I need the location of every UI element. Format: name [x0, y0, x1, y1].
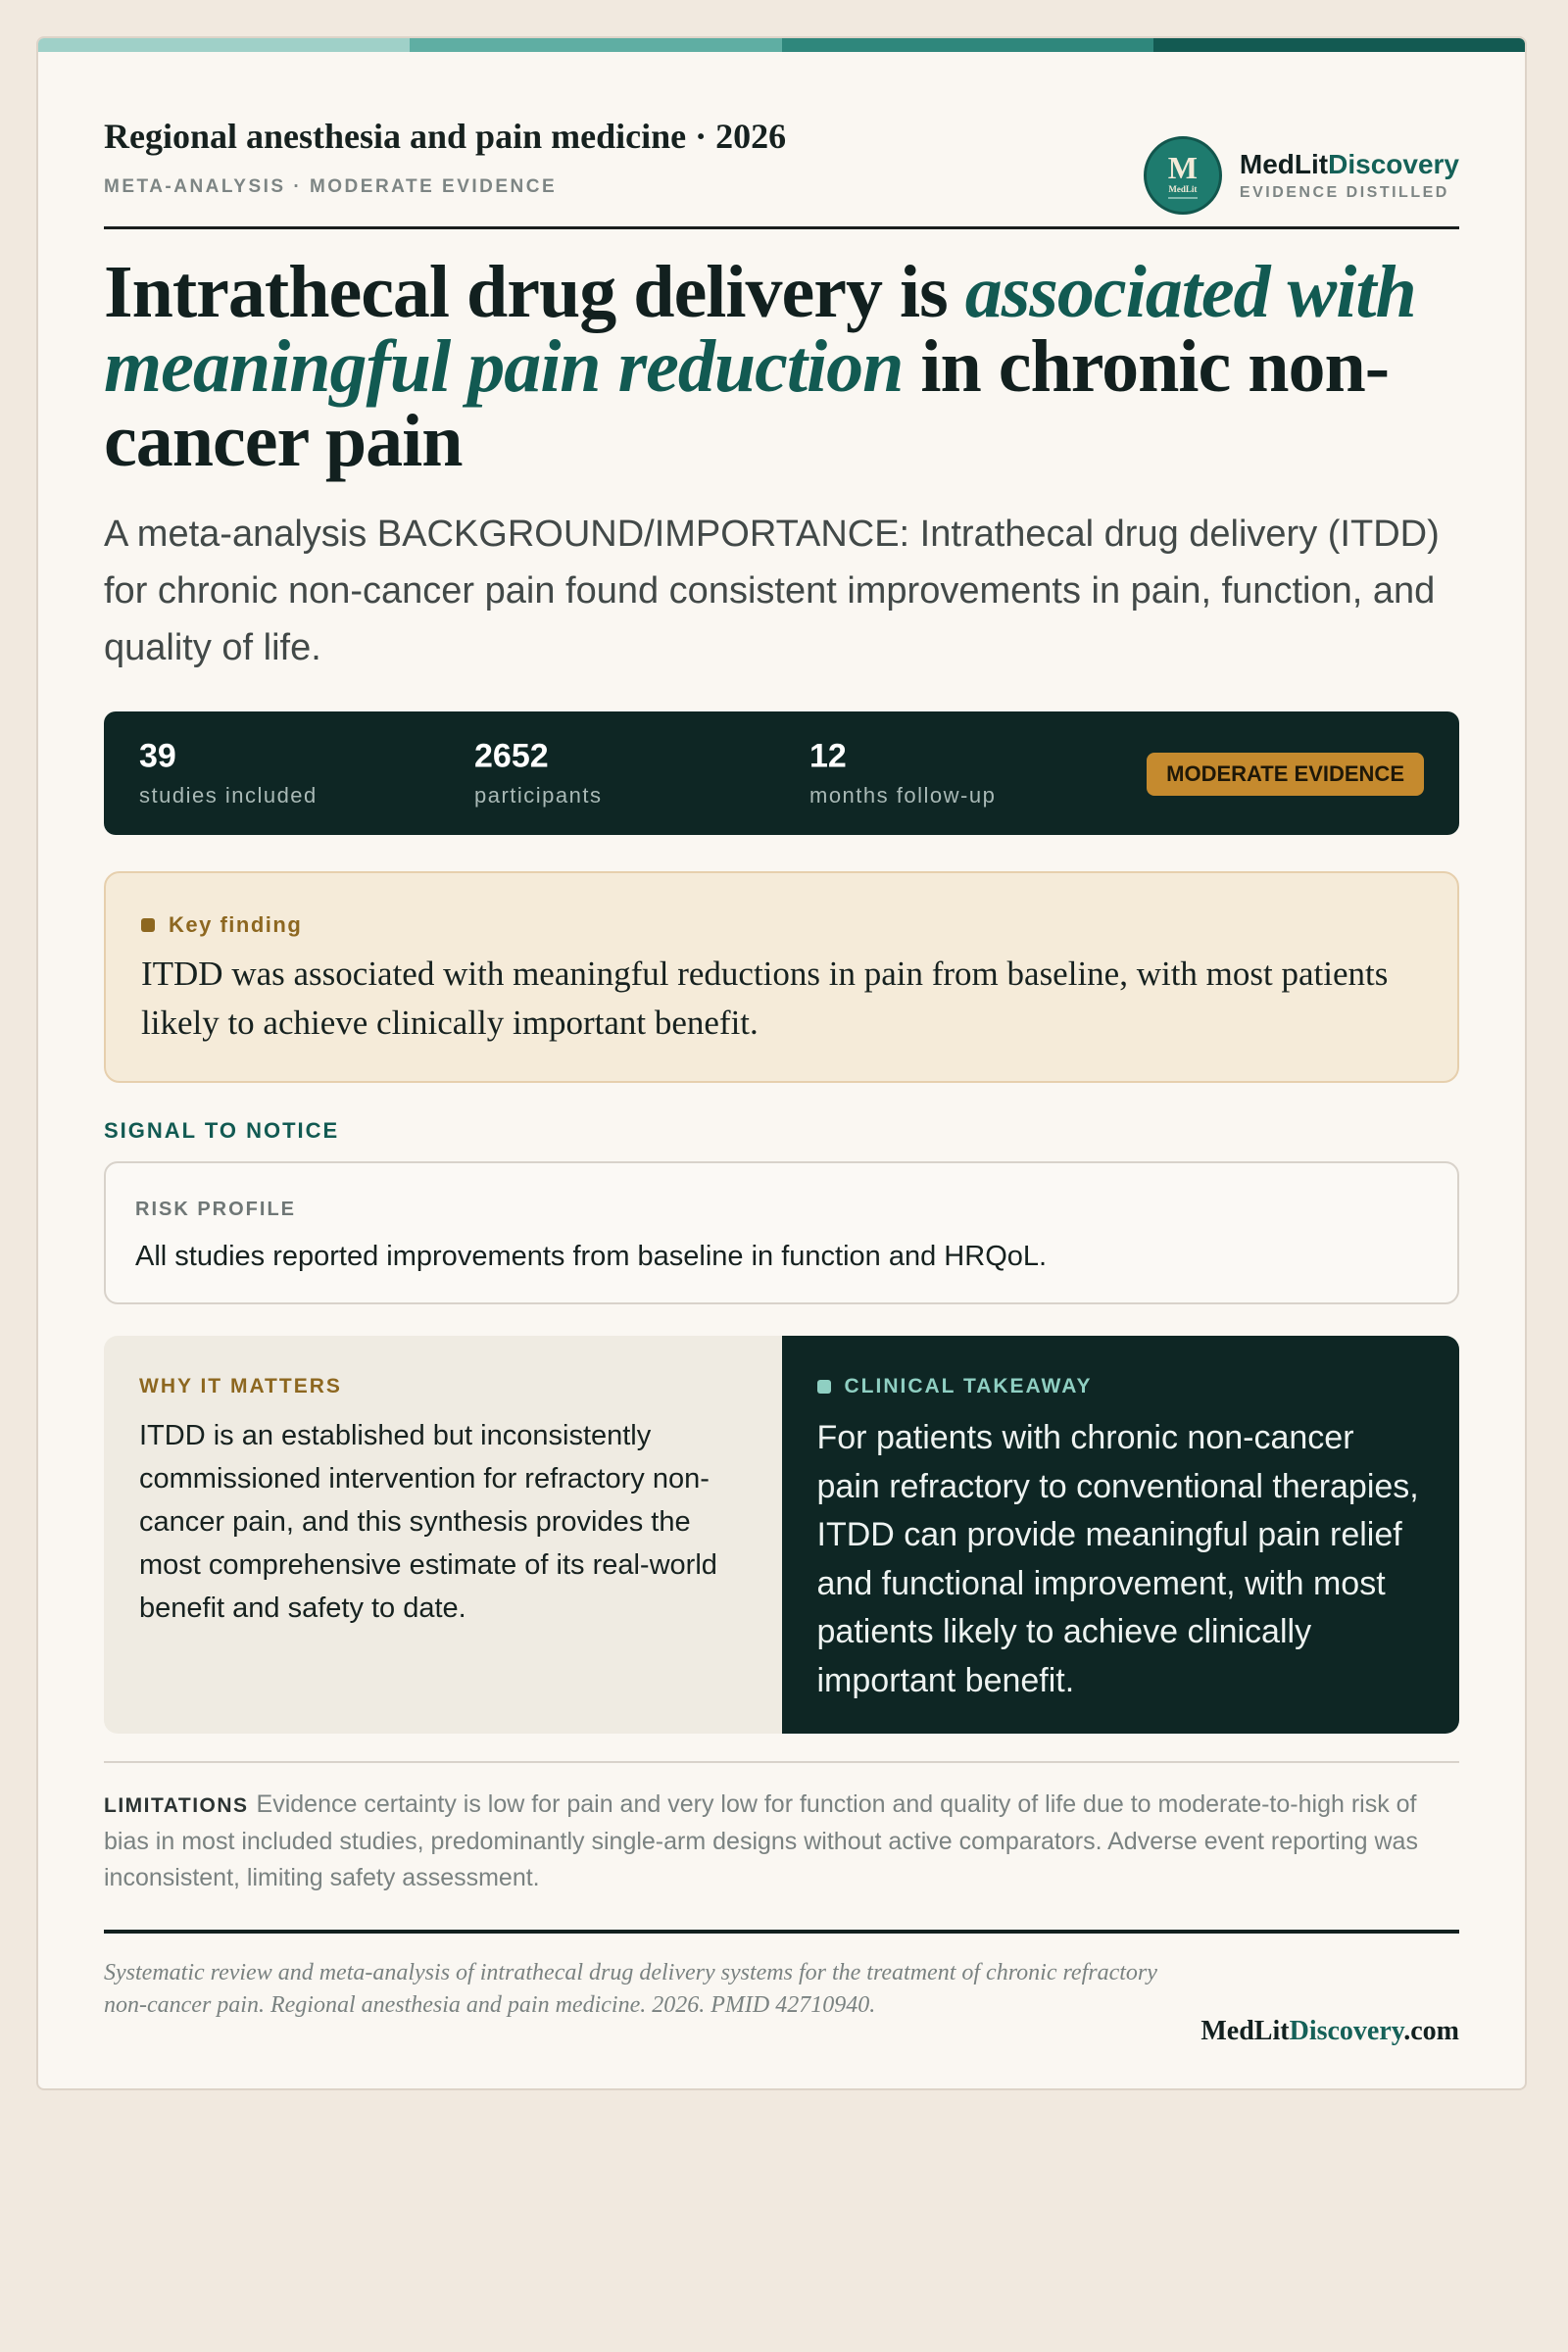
brand-tagline: EVIDENCE DISTILLED [1239, 184, 1449, 201]
site-part1: MedLit [1200, 2016, 1290, 2046]
stat-value: 12 [809, 737, 847, 775]
limitations-label: LIMITATIONS [104, 1794, 249, 1817]
color-bar-segment-3 [782, 38, 1153, 52]
limitations-text: Evidence certainty is low for pain and very low for function and quality of life due to moderate-to-high risk of bias in most included studies, predominantly single-arm designs without active comparators. Adverse event reporting was inconsistent, limiting safety assessment. [104, 1790, 1418, 1891]
brand-text [1240, 149, 1459, 202]
logo-wordmark: MedLit [1168, 183, 1198, 194]
color-bar-segment-2 [410, 38, 781, 52]
logo-icon [1144, 136, 1222, 215]
key-finding-card [104, 871, 1459, 1083]
footer [104, 1930, 1459, 2071]
logo-rule [1168, 197, 1198, 199]
brand[interactable] [1144, 134, 1459, 217]
headline [104, 251, 1459, 482]
logo-letter: M [1167, 149, 1198, 185]
headline-part1: Intrathecal drug delivery is [104, 251, 965, 333]
site-link[interactable] [1200, 2016, 1459, 2047]
color-bar [38, 38, 1525, 52]
brand-name-part2: Discovery [1328, 149, 1459, 179]
clinical-takeaway-panel [782, 1336, 1460, 1734]
subtitle: A meta-analysis BACKGROUND/IMPORTANCE: Intrathecal drug delivery (ITDD) for chronic non-cancer pain found consistent improvements in pain, function, and quality of life. [104, 514, 1440, 668]
clinical-takeaway-header [817, 1375, 1425, 1398]
site-part3: .com [1403, 2016, 1459, 2046]
brand-name [1240, 149, 1459, 180]
stat-label: months follow-up [809, 783, 997, 808]
site-part2: Discovery [1289, 2016, 1404, 2046]
stat-value: 2652 [474, 737, 549, 775]
key-finding-label: Key finding [169, 912, 303, 937]
stat-label: participants [474, 783, 603, 808]
header [104, 52, 1459, 229]
two-column-panel [104, 1336, 1459, 1734]
signal-title: SIGNAL TO NOTICE [104, 1118, 340, 1143]
risk-profile-card [104, 1161, 1459, 1304]
headline-part2: in chronic non-cancer pain [104, 325, 1390, 482]
stat-label: studies included [139, 783, 318, 808]
bullet-icon [141, 918, 155, 932]
key-finding-header [141, 912, 1422, 938]
clinical-takeaway-label: CLINICAL TAKEAWAY [844, 1375, 1093, 1397]
color-bar-segment-4 [1153, 38, 1525, 52]
why-it-matters-label: WHY IT MATTERS [139, 1375, 342, 1397]
bullet-icon [817, 1380, 831, 1394]
why-it-matters-panel [104, 1336, 782, 1734]
stat-value: 39 [139, 737, 176, 775]
risk-profile-label: RISK PROFILE [135, 1199, 297, 1220]
why-it-matters-text: ITDD is an established but inconsistently commissioned intervention for refractory non-cancer pain, and this synthesis provides the most comprehensive estimate of its real-world benefit and safety to date. [139, 1420, 717, 1624]
summary-card [36, 36, 1527, 2090]
headline-emphasis: associated with meaningful pain reduction [104, 251, 1416, 408]
brand-name-part1: MedLit [1239, 149, 1329, 179]
key-finding-text: ITDD was associated with meaningful reductions in pain from baseline, with most patients likely to achieve clinically important benefit. [141, 955, 1389, 1042]
citation: Systematic review and meta-analysis of intrathecal drug delivery systems for the treatment of chronic refractory non-cancer pain. Regional anesthesia and pain medicine. 2026. PMID 42710940. [104, 1960, 1157, 2018]
risk-profile-text: All studies reported improvements from baseline in function and HRQoL. [135, 1241, 1048, 1272]
limitations [104, 1761, 1459, 1896]
study-meta: META-ANALYSIS · MODERATE EVIDENCE [104, 176, 558, 197]
stats-bar [104, 711, 1459, 835]
evidence-badge: MODERATE EVIDENCE [1147, 753, 1424, 796]
clinical-takeaway-text: For patients with chronic non-cancer pain refractory to conventional therapies, ITDD can provide meaningful pain relief and functional improvement, with most patients likely to achieve clinically important benefit. [816, 1419, 1419, 1699]
color-bar-segment-1 [38, 38, 410, 52]
journal-title: Regional anesthesia and pain medicine · 2026 [104, 117, 787, 156]
